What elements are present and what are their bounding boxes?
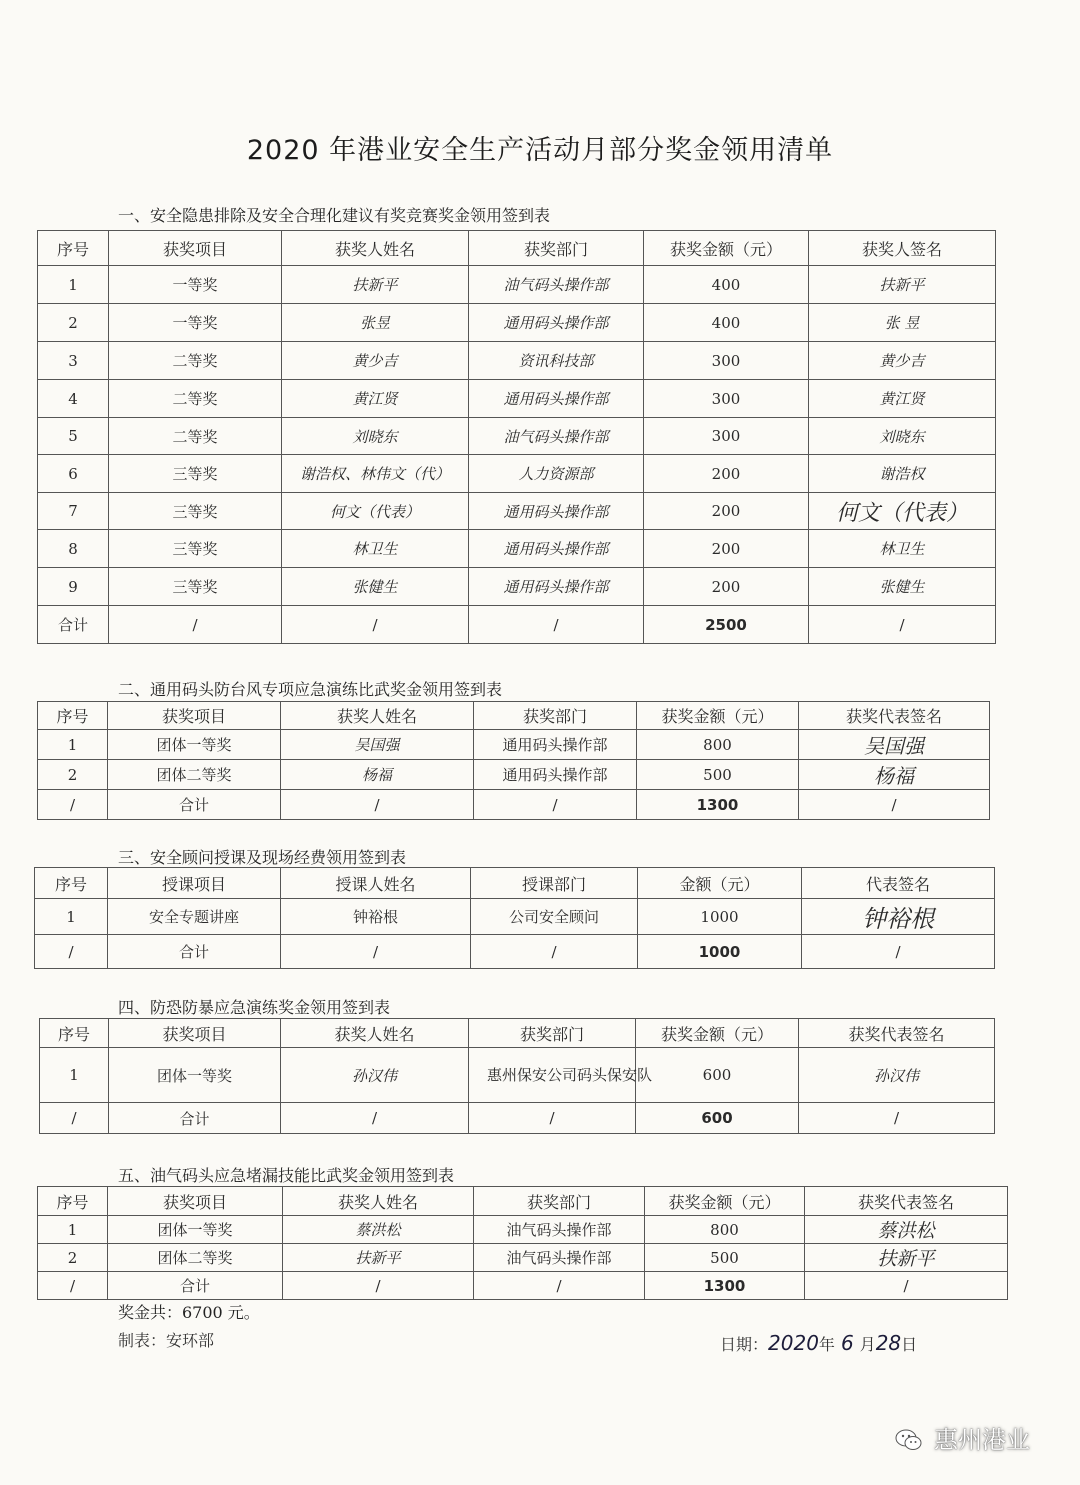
- row-number: 1: [40, 1048, 109, 1103]
- header-cell: 获奖人姓名: [283, 1187, 474, 1216]
- total-label: 合计: [108, 935, 281, 969]
- table-row: [35, 899, 995, 935]
- header-cell: 获奖金额（元）: [644, 231, 809, 266]
- table-row: [38, 342, 996, 380]
- table-row: [38, 760, 990, 790]
- signature: 钟裕根: [802, 899, 995, 935]
- winner-name: 吴国强: [281, 730, 474, 760]
- amount: 600: [636, 1048, 799, 1103]
- total-label: 合计: [108, 790, 281, 820]
- header-cell: 获奖项目: [108, 702, 281, 730]
- header-cell: 获奖部门: [474, 702, 637, 730]
- section-1-table: [37, 230, 996, 644]
- total-cell: /: [38, 1272, 108, 1300]
- table-row: [38, 418, 996, 455]
- signature: 刘晓东: [809, 418, 996, 455]
- table-header-row: [35, 868, 995, 899]
- table-row: [38, 1244, 1008, 1272]
- section-4-table: [39, 1018, 995, 1134]
- header-cell: 授课项目: [108, 868, 281, 899]
- section-3-title: 三、安全顾问授课及现场经费领用签到表: [118, 848, 407, 867]
- row-number: 9: [38, 568, 109, 606]
- date-day: 28: [875, 1331, 902, 1355]
- header-cell: 金额（元）: [638, 868, 802, 899]
- header-cell: 序号: [40, 1019, 109, 1048]
- department: 人力资源部: [469, 455, 644, 493]
- table-row: [40, 1048, 995, 1103]
- total-cell: /: [40, 1103, 109, 1134]
- total-amount: 2500: [644, 606, 809, 644]
- signature: 谢浩权: [809, 455, 996, 493]
- amount: 300: [644, 418, 809, 455]
- department: 通用码头操作部: [469, 380, 644, 418]
- header-cell: 获奖项目: [109, 1019, 281, 1048]
- amount: 400: [644, 266, 809, 304]
- header-cell: 获奖部门: [474, 1187, 645, 1216]
- watermark-text: 惠州港业: [934, 1426, 1030, 1454]
- header-cell: 获奖代表签名: [799, 1019, 995, 1048]
- winner-name: 扶新平: [282, 266, 469, 304]
- header-cell: 获奖部门: [469, 1019, 636, 1048]
- section-2-title: 二、通用码头防台风专项应急演练比武奖金领用签到表: [118, 680, 503, 699]
- winner-name: 黄江贤: [282, 380, 469, 418]
- signature: 张健生: [809, 568, 996, 606]
- total-row: [38, 1272, 1008, 1300]
- signature: 吴国强: [799, 730, 990, 760]
- winner-name: 张健生: [282, 568, 469, 606]
- award-item: 团体一等奖: [108, 730, 281, 760]
- total-cell: /: [799, 790, 990, 820]
- table-header-row: [40, 1019, 995, 1048]
- amount: 500: [645, 1244, 805, 1272]
- day-unit: 日: [901, 1335, 918, 1354]
- winner-name: 杨福: [281, 760, 474, 790]
- total-row: [40, 1103, 995, 1134]
- header-cell: 获奖人姓名: [281, 1019, 469, 1048]
- total-amount: 1300: [645, 1272, 805, 1300]
- award-item: 三等奖: [109, 493, 282, 530]
- signature: 黄江贤: [809, 380, 996, 418]
- table-row: [38, 455, 996, 493]
- section-1-title: 一、安全隐患排除及安全合理化建议有奖竞赛奖金领用签到表: [118, 206, 551, 225]
- header-cell: 获奖人姓名: [282, 231, 469, 266]
- award-item: 二等奖: [109, 342, 282, 380]
- total-cell: /: [799, 1103, 995, 1134]
- document-title: 2020 年港业安全生产活动月部分奖金领用清单: [246, 135, 834, 166]
- table-row: [38, 266, 996, 304]
- table-row: [38, 493, 996, 530]
- total-label: 合计: [108, 1272, 283, 1300]
- header-cell: 获奖代表签名: [799, 702, 990, 730]
- winner-name: 黄少吉: [282, 342, 469, 380]
- table-row: [38, 730, 990, 760]
- date-year: 2020: [768, 1331, 819, 1355]
- row-number: 3: [38, 342, 109, 380]
- row-number: 1: [38, 1216, 108, 1244]
- row-number: 2: [38, 1244, 108, 1272]
- table-row: [38, 1216, 1008, 1244]
- month-unit: 月: [859, 1335, 876, 1354]
- award-item: 团体一等奖: [109, 1048, 281, 1103]
- award-item: 二等奖: [109, 418, 282, 455]
- row-number: 7: [38, 493, 109, 530]
- header-cell: 获奖金额（元）: [645, 1187, 805, 1216]
- winner-name: 林卫生: [282, 530, 469, 568]
- total-label: 合计: [109, 1103, 281, 1134]
- winner-name: 刘晓东: [282, 418, 469, 455]
- table-header-row: [38, 231, 996, 266]
- signature: 扶新平: [805, 1244, 1008, 1272]
- lecturer-name: 钟裕根: [281, 899, 471, 935]
- total-amount: 1300: [637, 790, 799, 820]
- award-item: 团体一等奖: [108, 1216, 283, 1244]
- signature: 杨福: [799, 760, 990, 790]
- total-cell: /: [281, 935, 471, 969]
- row-number: 2: [38, 760, 108, 790]
- award-item: 三等奖: [109, 530, 282, 568]
- signature: 林卫生: [809, 530, 996, 568]
- total-cell: /: [469, 606, 644, 644]
- amount: 300: [644, 342, 809, 380]
- amount: 800: [637, 730, 799, 760]
- row-number: 4: [38, 380, 109, 418]
- row-number: 2: [38, 304, 109, 342]
- amount: 1000: [638, 899, 802, 935]
- total-amount: 1000: [638, 935, 802, 969]
- prepared-by: 制表：安环部: [118, 1331, 215, 1350]
- row-number: 1: [38, 730, 108, 760]
- department: 通用码头操作部: [469, 530, 644, 568]
- total-cell: /: [805, 1272, 1008, 1300]
- department: 惠州保安公司码头保安队: [469, 1048, 636, 1103]
- amount: 200: [644, 568, 809, 606]
- amount: 400: [644, 304, 809, 342]
- department: 通用码头操作部: [469, 493, 644, 530]
- signature: 何文（代表）: [809, 493, 996, 530]
- award-item: 三等奖: [109, 568, 282, 606]
- winner-name: 扶新平: [283, 1244, 474, 1272]
- total-amount: 600: [636, 1103, 799, 1134]
- header-cell: 序号: [38, 231, 109, 266]
- award-item: 一等奖: [109, 304, 282, 342]
- total-cell: /: [802, 935, 995, 969]
- table-row: [38, 380, 996, 418]
- section-2-table: [37, 701, 990, 820]
- header-cell: 代表签名: [802, 868, 995, 899]
- winner-name: 何文（代表）: [282, 493, 469, 530]
- award-item: 一等奖: [109, 266, 282, 304]
- year-unit: 年: [818, 1335, 835, 1354]
- total-label: 合计: [38, 606, 109, 644]
- total-cell: /: [38, 790, 108, 820]
- header-cell: 获奖项目: [109, 231, 282, 266]
- signature: 黄少吉: [809, 342, 996, 380]
- header-cell: 授课部门: [471, 868, 638, 899]
- amount: 200: [644, 493, 809, 530]
- grand-total: 奖金共：6700 元。: [118, 1303, 260, 1322]
- total-cell: /: [282, 606, 469, 644]
- total-cell: /: [35, 935, 108, 969]
- winner-name: 张昱: [282, 304, 469, 342]
- date-month: 6: [840, 1331, 854, 1355]
- department: 通用码头操作部: [469, 304, 644, 342]
- total-cell: /: [474, 1272, 645, 1300]
- total-cell: /: [281, 790, 474, 820]
- row-number: 1: [35, 899, 108, 935]
- department: 油气码头操作部: [474, 1216, 645, 1244]
- row-number: 6: [38, 455, 109, 493]
- header-cell: 获奖代表签名: [805, 1187, 1008, 1216]
- table-header-row: [38, 1187, 1008, 1216]
- watermark: [895, 1420, 1030, 1455]
- signature: 孙汉伟: [799, 1048, 995, 1103]
- header-cell: 授课人姓名: [281, 868, 471, 899]
- header-cell: 序号: [38, 702, 108, 730]
- total-row: [38, 606, 996, 644]
- total-cell: /: [471, 935, 638, 969]
- header-cell: 序号: [38, 1187, 108, 1216]
- lecture-item: 安全专题讲座: [108, 899, 281, 935]
- table-row: [38, 568, 996, 606]
- amount: 200: [644, 455, 809, 493]
- header-cell: 获奖项目: [108, 1187, 283, 1216]
- department: 油气码头操作部: [469, 418, 644, 455]
- total-row: [38, 790, 990, 820]
- award-item: 二等奖: [109, 380, 282, 418]
- department: 通用码头操作部: [474, 730, 637, 760]
- wechat-icon: [895, 1429, 930, 1454]
- row-number: 1: [38, 266, 109, 304]
- award-item: 三等奖: [109, 455, 282, 493]
- date-label: 日期：: [720, 1335, 769, 1354]
- total-cell: /: [109, 606, 282, 644]
- section-5-title: 五、油气码头应急堵漏技能比武奖金领用签到表: [118, 1166, 455, 1185]
- row-number: 5: [38, 418, 109, 455]
- header-cell: 序号: [35, 868, 108, 899]
- header-cell: 获奖人签名: [809, 231, 996, 266]
- total-row: [35, 935, 995, 969]
- signature: 张 昱: [809, 304, 996, 342]
- table-header-row: [38, 702, 990, 730]
- winner-name: 蔡洪松: [283, 1216, 474, 1244]
- award-item: 团体二等奖: [108, 760, 281, 790]
- total-cell: /: [474, 790, 637, 820]
- table-row: [38, 304, 996, 342]
- header-cell: 获奖人姓名: [281, 702, 474, 730]
- section-5-table: [37, 1186, 1008, 1300]
- header-cell: 获奖部门: [469, 231, 644, 266]
- department: 公司安全顾问: [471, 899, 638, 935]
- amount: 300: [644, 380, 809, 418]
- total-cell: /: [283, 1272, 474, 1300]
- header-cell: 获奖金额（元）: [637, 702, 799, 730]
- header-cell: 获奖金额（元）: [636, 1019, 799, 1048]
- signature: 蔡洪松: [805, 1216, 1008, 1244]
- winner-name: 孙汉伟: [281, 1048, 469, 1103]
- amount: 500: [637, 760, 799, 790]
- department: 油气码头操作部: [474, 1244, 645, 1272]
- section-4-title: 四、防恐防暴应急演练奖金领用签到表: [118, 998, 391, 1017]
- award-item: 团体二等奖: [108, 1244, 283, 1272]
- amount: 800: [645, 1216, 805, 1244]
- total-cell: /: [809, 606, 996, 644]
- signature: 扶新平: [809, 266, 996, 304]
- row-number: 8: [38, 530, 109, 568]
- total-cell: /: [469, 1103, 636, 1134]
- amount: 200: [644, 530, 809, 568]
- department: 通用码头操作部: [469, 568, 644, 606]
- total-cell: /: [281, 1103, 469, 1134]
- department: 通用码头操作部: [474, 760, 637, 790]
- department: 油气码头操作部: [469, 266, 644, 304]
- table-row: [38, 530, 996, 568]
- section-3-table: [34, 867, 995, 969]
- date-line: [720, 1331, 917, 1355]
- department: 资讯科技部: [469, 342, 644, 380]
- winner-name: 谢浩权、林伟文（代）: [282, 455, 469, 493]
